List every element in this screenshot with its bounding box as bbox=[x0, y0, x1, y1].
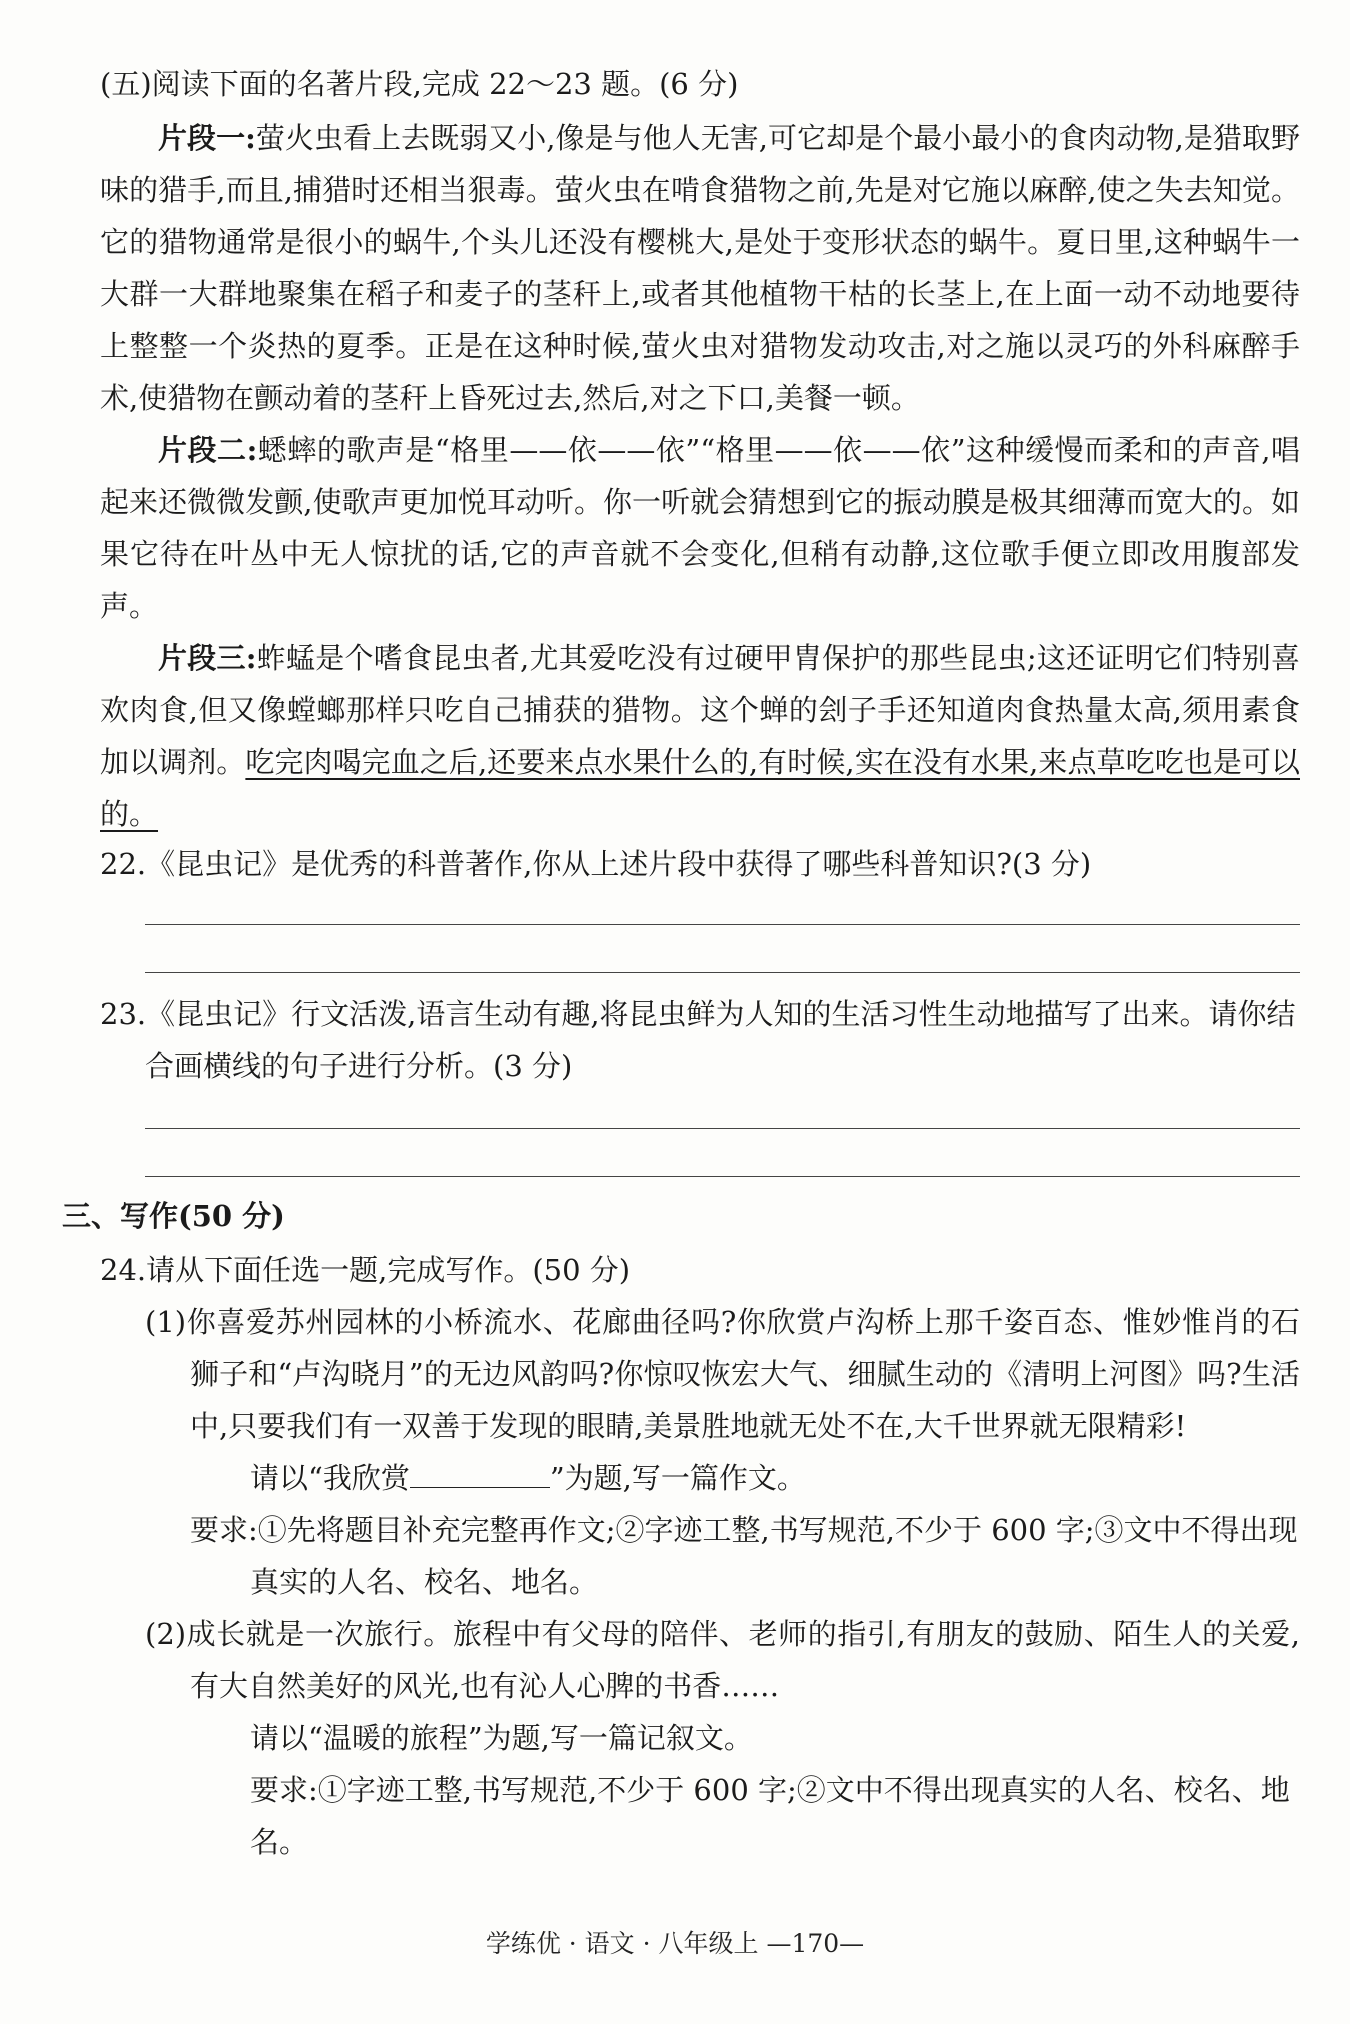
answer-line[interactable] bbox=[145, 1176, 1300, 1177]
underlined-sentence: 吃完肉喝完血之后,还要来点水果什么的,有时候,实在没有水果,来点草吃吃也是可以的。 bbox=[100, 745, 1300, 831]
title-blank[interactable] bbox=[410, 1457, 550, 1488]
prompt-1-before: 请以“我欣赏 bbox=[250, 1461, 410, 1495]
question-24: 24.请从下面任选一题,完成写作。(50 分) bbox=[100, 1253, 631, 1287]
fragment-2-text: 蟋蟀的歌声是“格里——依——依”“格里——依——依”这种缓慢而柔和的声音,唱起来还微微发颤,使歌声更加悦耳动听。你一听就会猜想到它的振动膜是极其细薄而宽大的。如果它待在叶丛中无人惊扰的话,它的声音就不会变化,但稍有动静,这位歌手便立即改用腹部发声。 bbox=[100, 433, 1300, 623]
writing-prompt-1 bbox=[250, 1452, 1300, 1504]
fragment-2-label: 片段二: bbox=[158, 433, 258, 467]
fragment-1 bbox=[100, 112, 1300, 424]
writing-option-1: (1)你喜爱苏州园林的小桥流水、花廊曲径吗?你欣赏卢沟桥上那千姿百态、惟妙惟肖的石狮子和“卢沟晓月”的无边风韵吗?你惊叹恢宏大气、细腻生动的《清明上河图》吗?生活中,只要我们有一双善于发现的眼睛,美景胜地就无处不在,大千世界就无限精彩! bbox=[145, 1305, 1300, 1443]
fragment-3 bbox=[100, 632, 1300, 840]
fragment-3-label: 片段三: bbox=[158, 641, 257, 675]
page-footer: 学练优 · 语文 · 八年级上 —170— bbox=[485, 1929, 865, 1958]
answer-line[interactable] bbox=[145, 924, 1300, 925]
answer-line[interactable] bbox=[145, 1128, 1300, 1129]
question-23: 23.《昆虫记》行文活泼,语言生动有趣,将昆虫鲜为人知的生活习性生动地描写了出来。请你结合画横线的句子进行分析。(3 分) bbox=[100, 997, 1296, 1083]
requirement-2: 要求:①字迹工整,书写规范,不少于 600 字;②文中不得出现真实的人名、校名、地名。 bbox=[250, 1773, 1290, 1859]
writing-prompt-2: 请以“温暖的旅程”为题,写一篇记叙文。 bbox=[250, 1721, 753, 1755]
answer-line[interactable] bbox=[145, 972, 1300, 973]
section5-title: (五)阅读下面的名著片段,完成 22～23 题。(6 分) bbox=[100, 67, 739, 101]
requirement-1: 要求:①先将题目补充完整再作文;②字迹工整,书写规范,不少于 600 字;③文中不得出现真实的人名、校名、地名。 bbox=[190, 1513, 1298, 1599]
prompt-1-after: ”为题,写一篇作文。 bbox=[549, 1461, 806, 1495]
question-22: 22.《昆虫记》是优秀的科普著作,你从上述片段中获得了哪些科普知识?(3 分) bbox=[100, 847, 1092, 881]
fragment-2 bbox=[100, 424, 1300, 632]
fragment-1-text: 萤火虫看上去既弱又小,像是与他人无害,可它却是个最小最小的食肉动物,是猎取野味的猎手,而且,捕猎时还相当狠毒。萤火虫在啃食猎物之前,先是对它施以麻醉,使之失去知觉。它的猎物通常是很小的蜗牛,个头儿还没有樱桃大,是处于变形状态的蜗牛。夏日里,这种蜗牛一大群一大群地聚集在稻子和麦子的茎秆上,或者其他植物干枯的长茎上,在上面一动不动地要待上整整一个炎热的夏季。正是在这种时候,萤火虫对猎物发动攻击,对之施以灵巧的外科麻醉手术,使猎物在颤动着的茎秆上昏死过去,然后,对之下口,美餐一顿。 bbox=[100, 121, 1300, 415]
section3-title: 三、写作(50 分) bbox=[62, 1199, 285, 1233]
fragment-3-text: 蚱蜢是个嗜食昆虫者,尤其爱吃没有过硬甲胄保护的那些昆虫;这还证明它们特别喜欢肉食,但又像螳螂那样只吃自己捕获的猎物。这个蝉的刽子手还知道肉食热量太高,须用素食加以调剂。 bbox=[100, 641, 1300, 779]
fragment-1-label: 片段一: bbox=[158, 121, 256, 155]
writing-option-2: (2)成长就是一次旅行。旅程中有父母的陪伴、老师的指引,有朋友的鼓励、陌生人的关爱,有大自然美好的风光,也有沁人心脾的书香…… bbox=[145, 1617, 1300, 1703]
